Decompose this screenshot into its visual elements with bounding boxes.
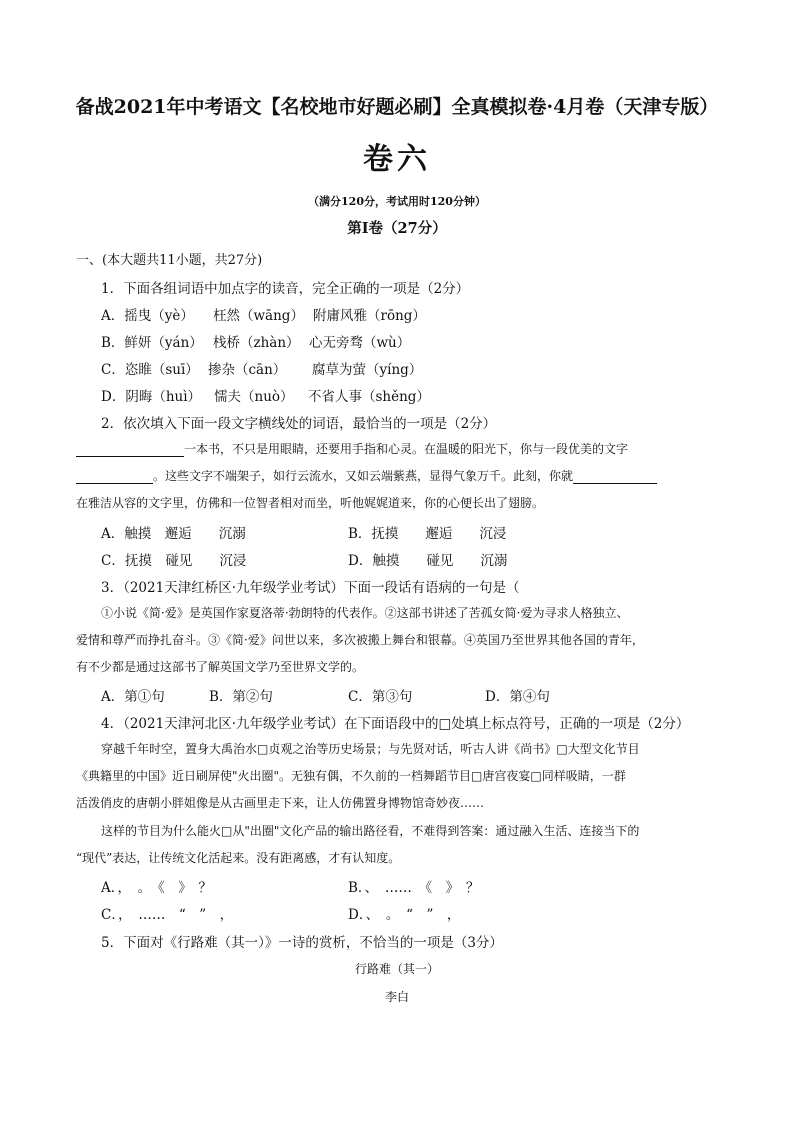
- q1-c-1: C．恣睢（suī）: [101, 362, 199, 378]
- poem-author: 李白: [384, 990, 409, 1004]
- q3-option-c: C．第③句: [348, 689, 413, 705]
- q2-blank-2: [76, 469, 153, 484]
- q4-option-row2: [101, 903, 461, 923]
- q2-option-a: A．触摸 邂逅 沉溺: [101, 526, 246, 542]
- q4-stem: 4．（2021天津河北区·九年级学业考试）在下面语段中的□处填上标点符号，正确的一项是（2分）: [101, 716, 690, 732]
- q2-option-b: B．抚摸 邂逅 沉浸: [348, 526, 507, 542]
- q4-passage-line2: 《典籍里的中国》近日刷屏使"火出圈"。无独有偶，不久前的一档舞蹈节目□唐宫夜宴□同样吸睛，一群: [76, 769, 626, 783]
- section-heading: 一、(本大题共11小题，共27分): [76, 253, 263, 268]
- q3-stem: 3．（2021天津红桥区·九年级学业考试）下面一段话有语病的一句是（: [101, 580, 520, 596]
- q2-option-c: C．抚摸 碰见 沉浸: [101, 553, 247, 569]
- q1-b-1: B．鲜妍（yán）: [101, 335, 203, 351]
- q3-passage-line3: 有不少都是通过这部书了解英国文学乃至世界文学的。: [76, 660, 365, 674]
- q3-option-a: A．第①句: [101, 689, 165, 705]
- q3-passage-line2: 爱情和尊严而挣扎奋斗。③《简·爱》问世以来，多次被搬上舞台和银幕。④英国乃至世界其他各国的青年，: [76, 633, 644, 647]
- q3-option-b: B．第②句: [209, 689, 273, 705]
- q1-a-3: 附庸风雅（rōng）: [313, 308, 426, 324]
- q1-stem: 1．下面各组词语中加点字的读音，完全正确的一项是（2分）: [101, 281, 470, 297]
- volume-title: 卷六: [363, 142, 431, 177]
- poem-title: 行路难（其一）: [354, 962, 439, 976]
- q4-option-c: C．， …… “ ” ，: [101, 907, 234, 923]
- q2-option-row2: [101, 549, 508, 569]
- q2-option-row1: [101, 522, 507, 542]
- q1-d-2: 懦夫（nuò）: [214, 389, 294, 405]
- q1-option-d: [101, 385, 430, 405]
- q1-b-2: 栈桥（zhàn）: [213, 335, 300, 351]
- q4-passage-line4: 这样的节目为什么能火□从"出圈"文化产品的输出路径看，不难得到答案：通过融入生活、连接当下的: [101, 824, 640, 838]
- q4-option-a: A．， 。 《 》 ？: [101, 880, 212, 896]
- q1-d-1: D．阴晦（huì）: [101, 389, 202, 405]
- part-title: 第Ⅰ卷（27分）: [347, 220, 447, 237]
- q2-text-2: 。这些文字不端架子，如行云流水，又如云端紫燕，显得气象万千。此刻，你就: [153, 469, 574, 483]
- q2-text-1: 一本书，不只是用眼睛，还要用手指和心灵。在温暖的阳光下，你与一段优美的文字: [184, 442, 629, 456]
- exam-note: （满分120分，考试用时120分钟）: [308, 195, 486, 208]
- q5-stem: 5．下面对《行路难（其一）》一诗的赏析，不恰当的一项是（3分）: [101, 935, 503, 951]
- q1-a-1: A．摇曳（yè）: [101, 308, 194, 324]
- q1-option-a: [101, 304, 426, 324]
- exam-title: 备战2021年中考语文【名校地市好题必刷】全真模拟卷·4月卷（天津专版）: [75, 96, 719, 118]
- q2-passage-line1: [76, 440, 628, 457]
- q4-passage-line5: “现代”表达，让传统文化活起来。没有距离感，才有认知度。: [76, 851, 401, 865]
- q1-c-3: 腐草为萤（yíng）: [312, 362, 423, 378]
- q3-options: [101, 685, 550, 705]
- q2-blank-1: [76, 442, 184, 457]
- q4-option-row1: [101, 876, 480, 896]
- q2-passage-line3: 在雅洁从容的文字里，仿佛和一位智者相对而坐，听他娓娓道来，你的心便长出了翅膀。: [76, 496, 545, 510]
- q4-option-b: B．、 …… 《 》 ？: [348, 880, 480, 896]
- q2-passage-line2: [76, 467, 657, 484]
- q4-passage-line1: 穿越千年时空，置身大禹治水□贞观之治等历史场景；与先贤对话，听古人讲《尚书》□大型文化节目: [101, 742, 640, 756]
- q1-c-2: 掺杂（cān）: [208, 362, 287, 378]
- q3-passage-line1: ①小说《简·爱》是英国作家夏洛蒂·勃朗特的代表作。②这部书讲述了苦孤女简·爱为寻求人格独立、: [101, 606, 629, 620]
- q1-d-3: 不省人事（shěng）: [308, 389, 430, 405]
- q2-option-d: D．触摸 碰见 沉溺: [348, 553, 508, 569]
- q1-a-2: 枉然（wāng）: [213, 308, 304, 324]
- q4-option-d: D．、 。 “ ” ，: [348, 907, 461, 923]
- q3-option-d: D．第④句: [485, 689, 550, 705]
- q2-stem: 2．依次填入下面一段文字横线处的词语，最恰当的一项是（2分）: [101, 416, 497, 432]
- q2-blank-3: [573, 469, 657, 484]
- q4-passage-line3: 活泼俏皮的唐朝小胖姐像是从古画里走下来，让人仿佛置身博物馆奇妙夜……: [76, 796, 485, 810]
- q1-option-b: [101, 331, 411, 351]
- q1-option-c: [101, 358, 423, 378]
- q1-b-3: 心无旁骛（wù）: [309, 335, 411, 351]
